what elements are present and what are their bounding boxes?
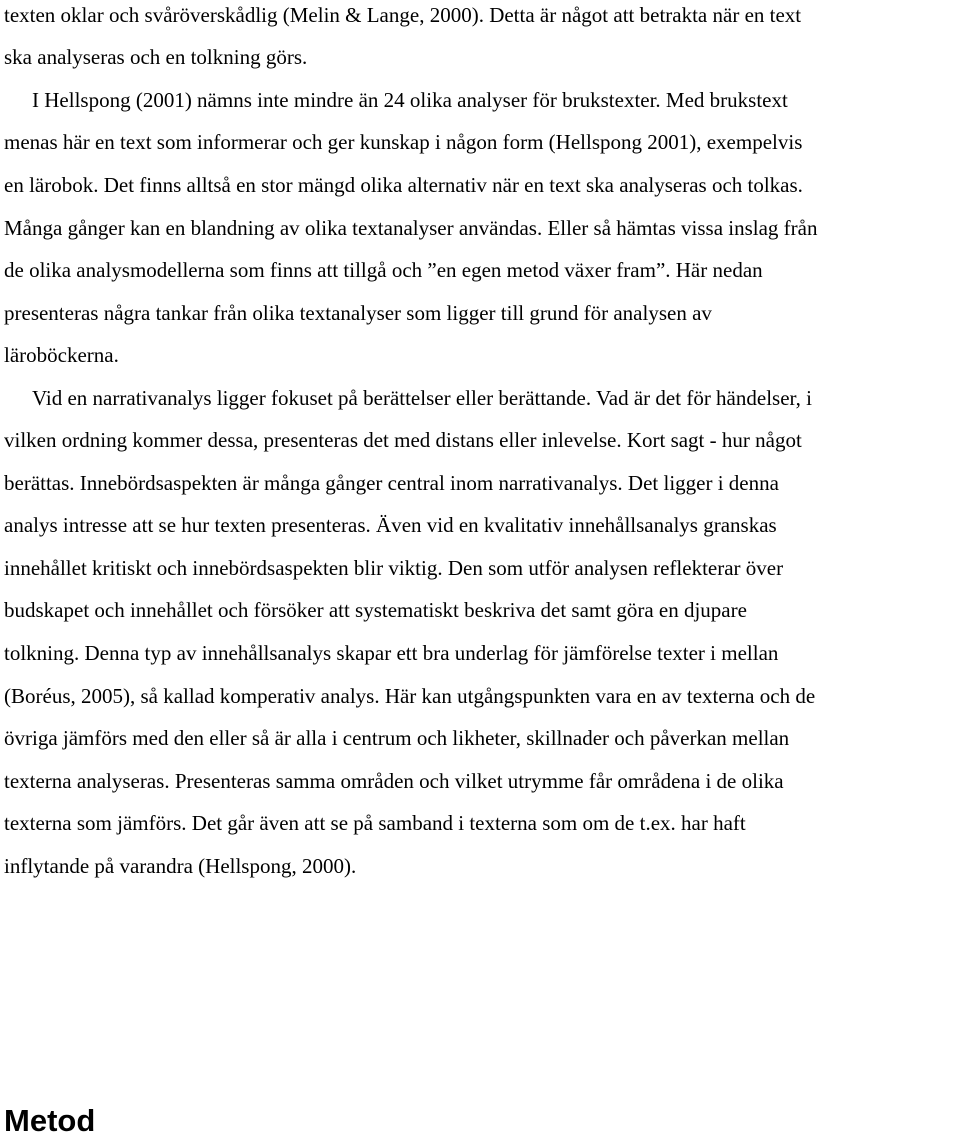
text-line: innehållet kritiskt och innebördsaspekten blir viktig. Den som utför analysen reflekterar över <box>4 556 784 580</box>
text-line: Många gånger kan en blandning av olika textanalyser användas. Eller så hämtas vissa inslag från <box>4 216 818 240</box>
text-line: ska analyseras och en tolkning görs. <box>4 45 308 69</box>
text-line: presenteras några tankar från olika textanalyser som ligger till grund för analysen av <box>4 301 712 325</box>
text-line: texterna analyseras. Presenteras samma områden och vilket utrymme får områdena i de olika <box>4 769 784 793</box>
text-line: menas här en text som informerar och ger kunskap i någon form (Hellspong 2001), exempelvis <box>4 130 803 154</box>
text-line: läroböckerna. <box>4 343 119 367</box>
text-line: vilken ordning kommer dessa, presenteras det med distans eller inlevelse. Kort sagt - hur något <box>4 428 802 452</box>
text-line: Vid en narrativanalys ligger fokuset på berättelser eller berättande. Vad är det för händelser, i <box>32 386 813 410</box>
text-line: inflytande på varandra (Hellspong, 2000). <box>4 854 357 878</box>
text-line: analys intresse att se hur texten presenteras. Även vid en kvalitativ innehållsanalys granskas <box>4 513 777 537</box>
text-line: en lärobok. Det finns alltså en stor mängd olika alternativ när en text ska analyseras och tolkas. <box>4 173 803 197</box>
text-line: de olika analysmodellerna som finns att tillgå och ”en egen metod växer fram”. Här nedan <box>4 258 763 282</box>
text-line: budskapet och innehållet och försöker att systematiskt beskriva det samt göra en djupare <box>4 598 747 622</box>
section-heading: Metod <box>4 1103 96 1138</box>
text-line: (Boréus, 2005), så kallad komperativ analys. Här kan utgångspunkten vara en av texterna och de <box>4 684 816 708</box>
text-line: texterna som jämförs. Det går även att se på samband i texterna som om de t.ex. har haft <box>4 811 746 835</box>
text-line: texten oklar och svåröverskådlig (Melin & Lange, 2000). Detta är något att betrakta när en text <box>4 3 802 27</box>
text-line: berättas. Innebördsaspekten är många gånger central inom narrativanalys. Det ligger i denna <box>4 471 779 495</box>
text-line: övriga jämförs med den eller så är alla i centrum och likheter, skillnader och påverkan mellan <box>4 726 790 750</box>
text-line: tolkning. Denna typ av innehållsanalys skapar ett bra underlag för jämförelse texter i mellan <box>4 641 779 665</box>
text-line: I Hellspong (2001) nämns inte mindre än 24 olika analyser för brukstexter. Med brukstext <box>32 88 788 112</box>
